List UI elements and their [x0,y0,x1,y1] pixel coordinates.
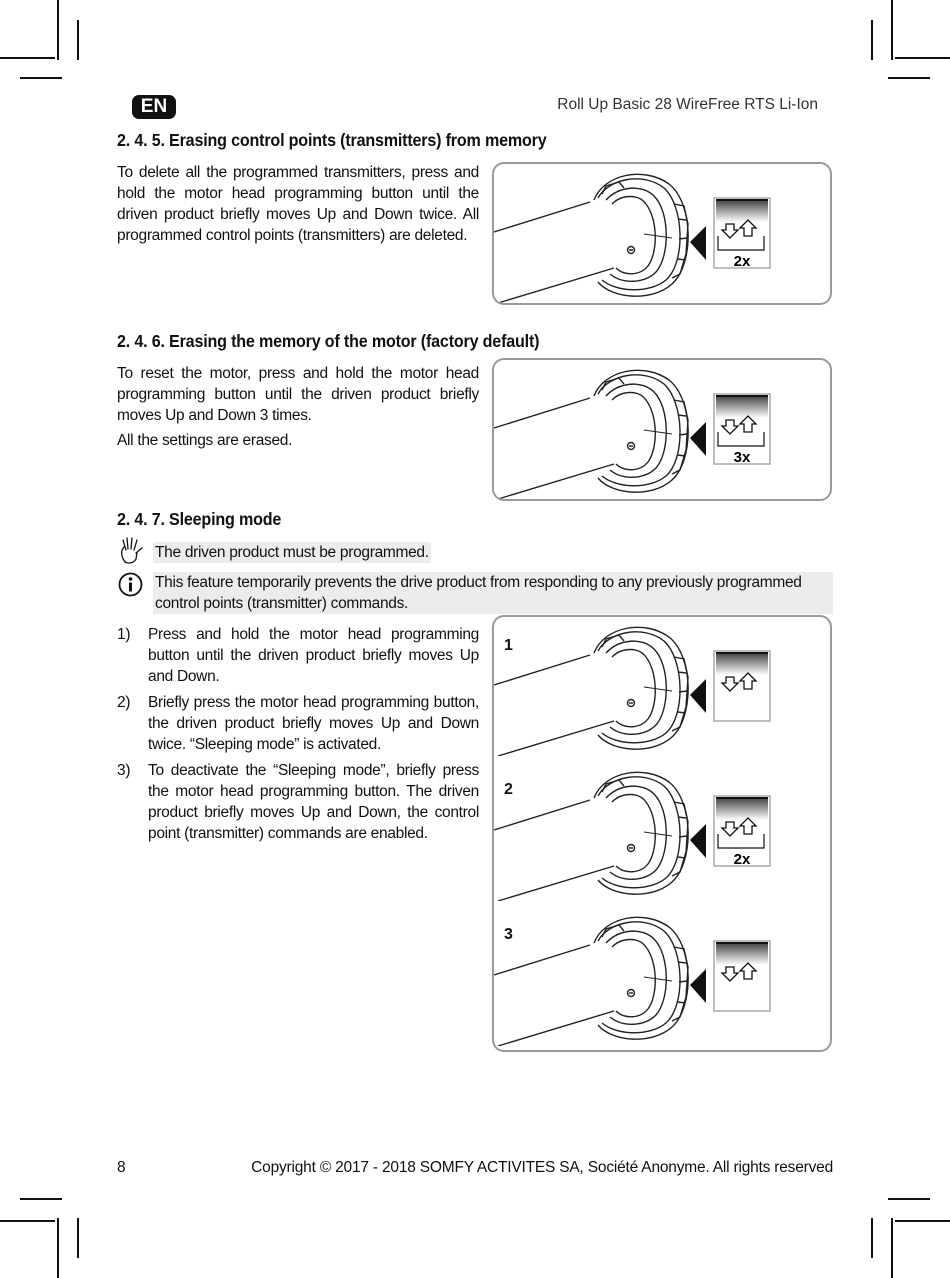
crop-mark [888,1198,930,1200]
crop-mark [0,1220,55,1222]
document-title: Roll Up Basic 28 WireFree RTS Li-Ion [557,96,818,113]
step-text: Briefly press the motor head programming button, the driven product briefly moves Up and Down twice. “Sleeping mode” is activated. [148,694,479,753]
crop-mark [0,57,55,59]
section-heading: 2. 4. 6. Erasing the memory of the motor (factory default) [117,331,540,351]
note-prerequisite [117,542,832,564]
crop-mark [20,77,62,79]
crop-mark [891,0,893,60]
motor-head-illustration [494,360,830,499]
figure-step-label: 3 [504,926,513,943]
info-icon [118,572,143,597]
crop-mark [895,1220,950,1222]
motor-figure [492,162,832,305]
press-count-label: 2x [733,851,751,868]
paragraph: All the settings are erased. [117,432,293,449]
crop-mark [888,77,930,79]
list-item [117,760,479,844]
paragraph: To reset the motor, press and hold the motor head programming button until the driven product briefly moves Up and Down 3 times. [117,365,479,424]
figure-step-label: 2 [504,781,513,798]
crop-mark [57,0,59,60]
note-text: The driven product must be programmed. [155,544,429,561]
step-number: 3) [117,762,131,779]
crop-mark [895,57,950,59]
crop-mark [871,20,873,60]
section-heading: 2. 4. 7. Sleeping mode [117,509,282,529]
motor-head-illustration [494,762,830,901]
language-badge: EN [132,95,176,119]
crop-mark [871,1218,873,1258]
press-count-label: 2x [733,253,751,270]
crop-mark [891,1218,893,1278]
motor-head-illustration [494,164,830,303]
crop-mark [20,1198,62,1200]
list-item [117,624,479,687]
step-number: 1) [117,626,131,643]
crop-mark [77,1218,79,1258]
motor-figure [492,358,832,501]
figure-step-label: 1 [504,637,513,654]
step-text: Press and hold the motor head programming button until the driven product briefly moves Up and Down. [148,626,479,685]
section-body [117,162,479,250]
crop-mark [57,1218,59,1278]
hand-icon [117,536,145,566]
paragraph: To delete all the programmed transmitters, press and hold the motor head programming button until the driven product briefly moves Up and Down twice. All programmed control points (transmitters) are deleted. [117,164,479,244]
step-text: To deactivate the “Sleeping mode”, briefly press the motor head programming button. The driven product briefly moves Up and Down, the control point (transmitter) commands are enabled. [148,762,479,842]
press-count-label: 3x [733,449,751,466]
crop-mark [77,20,79,60]
section-heading: 2. 4. 5. Erasing control points (transmitters) from memory [117,130,547,150]
step-list [117,624,479,849]
page-number: 8 [117,1159,126,1176]
note-info [117,572,832,616]
motor-head-illustration [494,617,830,756]
copyright: Copyright © 2017 - 2018 SOMFY ACTIVITES SA, Société Anonyme. All rights reserved [251,1159,833,1176]
step-number: 2) [117,694,131,711]
motor-head-illustration [494,907,830,1046]
section-body [117,363,479,455]
sleeping-mode-figure [492,615,832,1052]
note-text: This feature temporarily prevents the drive product from responding to any previously programmed control points (transmitter) commands. [153,572,833,614]
list-item [117,692,479,755]
